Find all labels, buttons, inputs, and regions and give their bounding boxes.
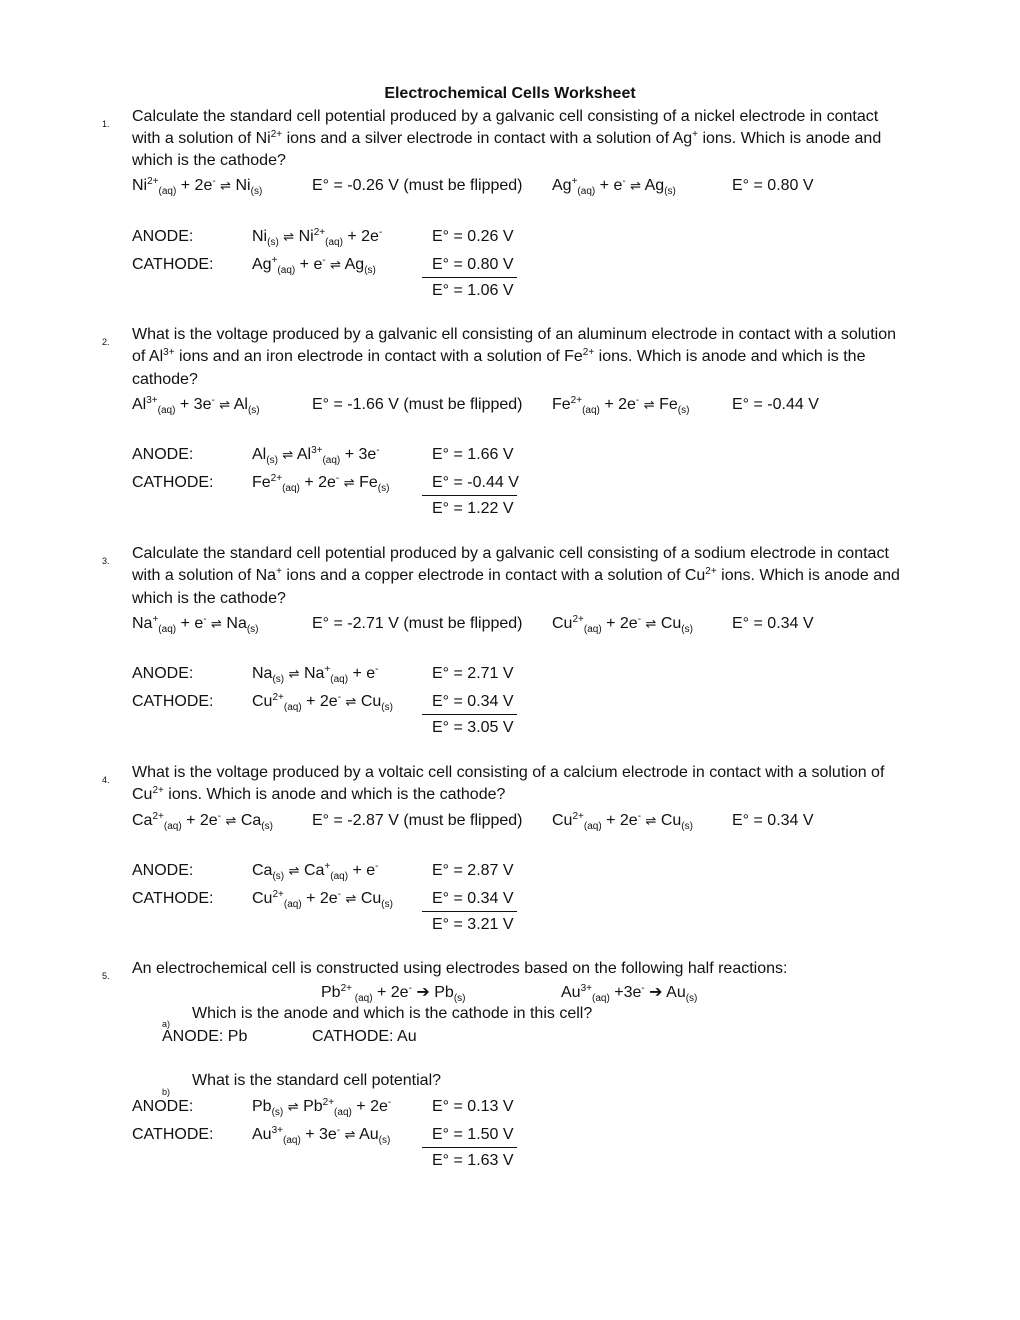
question-text: which is the cathode? — [132, 152, 286, 169]
half-reaction-potential: E° = -2.87 V (must be flipped) — [312, 812, 523, 829]
anode-potential: E° = 2.71 V — [432, 665, 514, 682]
cathode-potential: E° = 1.50 V — [432, 1126, 514, 1143]
page-title: Electrochemical Cells Worksheet — [384, 85, 636, 102]
equilibrium-icon: ⇌ — [288, 864, 300, 879]
question-text: Calculate the standard cell potential produced by a galvanic cell consisting of a sodium electrode in contact — [132, 545, 889, 562]
equilibrium-icon: ⇌ — [343, 476, 355, 491]
anode-label: ANODE: — [132, 228, 194, 245]
equilibrium-icon: ⇌ — [345, 892, 357, 907]
subquestion-letter: b) — [162, 1087, 171, 1097]
half-reaction-potential: E° = 0.34 V — [732, 812, 814, 829]
cathode-label: CATHODE: — [132, 474, 214, 491]
cathode-label: CATHODE: — [132, 1126, 214, 1143]
subquestion-letter: a) — [162, 1019, 171, 1029]
question-text: What is the voltage produced by a voltaic cell consisting of a calcium electrode in contact with a solution of — [132, 764, 885, 781]
question-text: An electrochemical cell is constructed using electrodes based on the following half reactions: — [132, 960, 788, 977]
cathode-label: CATHODE: — [132, 256, 214, 273]
cathode-potential: E° = 0.34 V — [432, 890, 514, 907]
cathode-label: CATHODE: — [132, 890, 214, 907]
anode-label: ANODE: — [132, 862, 194, 879]
anode-label: ANODE: — [132, 446, 194, 463]
half-reaction: $Ca^{2+}_{(aq)} + 2e^-$ ⇌ $Ca_{(s)}$ — [132, 811, 273, 832]
equilibrium-icon: ⇌ — [645, 814, 657, 829]
half-reaction-potential: E° = -2.71 V (must be flipped) — [312, 615, 523, 632]
equilibrium-icon: ⇌ — [643, 398, 655, 413]
anode-label: ANODE: — [132, 1098, 194, 1115]
cell-potential: E° = 1.22 V — [432, 500, 514, 517]
cathode-reaction: $Ag^+_{(aq)} + e^-$ ⇌ $Ag_{(s)}$ — [252, 255, 376, 276]
question-number: 5. — [102, 971, 110, 981]
half-reaction: $Na^+_{(aq)} + e^-$ ⇌ $Na_{(s)}$ — [132, 614, 259, 635]
half-reaction: $Pb^{2+}$ $_{(aq)}$ + 2e- ➔ $Pb_{(s)}$ — [321, 983, 466, 1004]
half-reaction-potential: E° = -0.44 V — [732, 396, 819, 413]
anode-reaction: $Na_{(s)}$ ⇌ $Na^+_{(aq)} + e^-$ — [252, 664, 379, 685]
question-text: which is the cathode? — [132, 590, 286, 607]
sum-rule — [422, 911, 517, 912]
equilibrium-icon: ⇌ — [219, 398, 231, 413]
anode-reaction: $Ni_{(s)}$ ⇌ $Ni^{2+}_{(aq)} + 2e^-$ — [252, 227, 383, 248]
question-text: $Cu^{2+}$ ions. Which is anode and which is the cathode? — [132, 785, 506, 803]
anode-reaction: $Pb_{(s)}$ ⇌ $Pb^{2+}_{(aq)} + 2e^-$ — [252, 1097, 392, 1118]
cathode-reaction: $Cu^{2+}_{(aq)} + 2e^-$ ⇌ $Cu_{(s)}$ — [252, 692, 393, 713]
half-reaction: $Al^{3+}_{(aq)} + 3e^-$ ⇌ $Al_{(s)}$ — [132, 395, 260, 416]
subquestion-text: Which is the anode and which is the cathode in this cell? — [192, 1005, 593, 1022]
anode-potential: E° = 1.66 V — [432, 446, 514, 463]
question-text: of $Al^{3+}$ ions and an iron electrode in contact with a solution of $Fe^{2+}$ ions. Which is anode and which is the — [132, 347, 866, 365]
cathode-potential: E° = -0.44 V — [432, 474, 519, 491]
sum-rule — [422, 1147, 517, 1148]
arrow-right-icon: ➔ — [649, 984, 663, 1001]
anode-potential: E° = 2.87 V — [432, 862, 514, 879]
anode-reaction: $Al_{(s)}$ ⇌ $Al^{3+}_{(aq)} + 3e^-$ — [252, 445, 380, 466]
cell-potential: E° = 3.05 V — [432, 719, 514, 736]
half-reaction-potential: E° = -1.66 V (must be flipped) — [312, 396, 523, 413]
question-text: Calculate the standard cell potential produced by a galvanic cell consisting of a nickel electrode in contact — [132, 108, 879, 125]
equilibrium-icon: ⇌ — [344, 1128, 356, 1143]
sum-rule — [422, 495, 517, 496]
cathode-reaction: $Au^{3+}_{(aq)} + 3e^-$ ⇌ $Au_{(s)}$ — [252, 1125, 391, 1146]
cell-potential: E° = 1.06 V — [432, 282, 514, 299]
equilibrium-icon: ⇌ — [287, 1100, 299, 1115]
half-reaction: $Ni^{2+}_{(aq)} + 2e^-$ ⇌ $Ni_{(s)}$ — [132, 176, 263, 197]
question-number: 3. — [102, 556, 110, 566]
equilibrium-icon: ⇌ — [345, 695, 357, 710]
anode-reaction: $Ca_{(s)}$ ⇌ $Ca^+_{(aq)} + e^-$ — [252, 861, 379, 882]
cathode-potential: E° = 0.80 V — [432, 256, 514, 273]
subquestion-text: What is the standard cell potential? — [192, 1072, 442, 1089]
equilibrium-icon: ⇌ — [282, 448, 294, 463]
cell-potential: E° = 3.21 V — [432, 916, 514, 933]
half-reaction: $Au^{3+}_{(aq)} +3e^-$ ➔ $Au_{(s)}$ — [561, 983, 698, 1004]
question-number: 2. — [102, 337, 110, 347]
anode-label: ANODE: — [132, 665, 194, 682]
question-text: with a solution of $Ni^{2+}$ ions and a silver electrode in contact with a solution of Ag+ ions. Which is anode and — [132, 129, 882, 147]
cell-potential: E° = 1.63 V — [432, 1152, 514, 1169]
cathode-reaction: $Cu^{2+}_{(aq)} + 2e^-$ ⇌ $Cu_{(s)}$ — [252, 889, 393, 910]
half-reaction: $Cu^{2+}_{(aq)} + 2e^-$ ⇌ $Cu_{(s)}$ — [552, 811, 693, 832]
question-text: with a solution of Na+ ions and a copper electrode in contact with a solution of $Cu^{2+}$ ions. Which is anode and — [132, 566, 900, 584]
half-reaction-potential: E° = 0.34 V — [732, 615, 814, 632]
equilibrium-icon: ⇌ — [283, 230, 295, 245]
half-reaction: $Cu^{2+}_{(aq)} + 2e^-$ ⇌ $Cu_{(s)}$ — [552, 614, 693, 635]
question-text: cathode? — [132, 371, 198, 388]
half-reaction-potential: E° = -0.26 V (must be flipped) — [312, 177, 523, 194]
answer-cathode: CATHODE: Au — [312, 1028, 417, 1045]
anode-potential: E° = 0.13 V — [432, 1098, 514, 1115]
half-reaction: $Ag^+_{(aq)} + e^-$ ⇌ $Ag_{(s)}$ — [552, 176, 676, 197]
half-reaction-potential: E° = 0.80 V — [732, 177, 814, 194]
equilibrium-icon: ⇌ — [288, 667, 300, 682]
answer-anode: ANODE: Pb — [162, 1028, 248, 1045]
sum-rule — [422, 277, 517, 278]
half-reaction: $Fe^{2+}_{(aq)} + 2e^-$ ⇌ $Fe_{(s)}$ — [552, 395, 690, 416]
equilibrium-icon: ⇌ — [645, 617, 657, 632]
arrow-right-icon: ➔ — [416, 984, 430, 1001]
sum-rule — [422, 714, 517, 715]
equilibrium-icon: ⇌ — [225, 814, 237, 829]
cathode-potential: E° = 0.34 V — [432, 693, 514, 710]
equilibrium-icon: ⇌ — [220, 179, 232, 194]
cathode-label: CATHODE: — [132, 693, 214, 710]
anode-potential: E° = 0.26 V — [432, 228, 514, 245]
equilibrium-icon: ⇌ — [211, 617, 222, 632]
cathode-reaction: $Fe^{2+}_{(aq)} + 2e^-$ ⇌ $Fe_{(s)}$ — [252, 473, 390, 494]
question-number: 4. — [102, 775, 110, 785]
question-text: What is the voltage produced by a galvanic ell consisting of an aluminum electrode in contact with a solution — [132, 326, 896, 343]
question-number: 1. — [102, 119, 110, 129]
equilibrium-icon: ⇌ — [630, 179, 642, 194]
equilibrium-icon: ⇌ — [330, 258, 342, 273]
